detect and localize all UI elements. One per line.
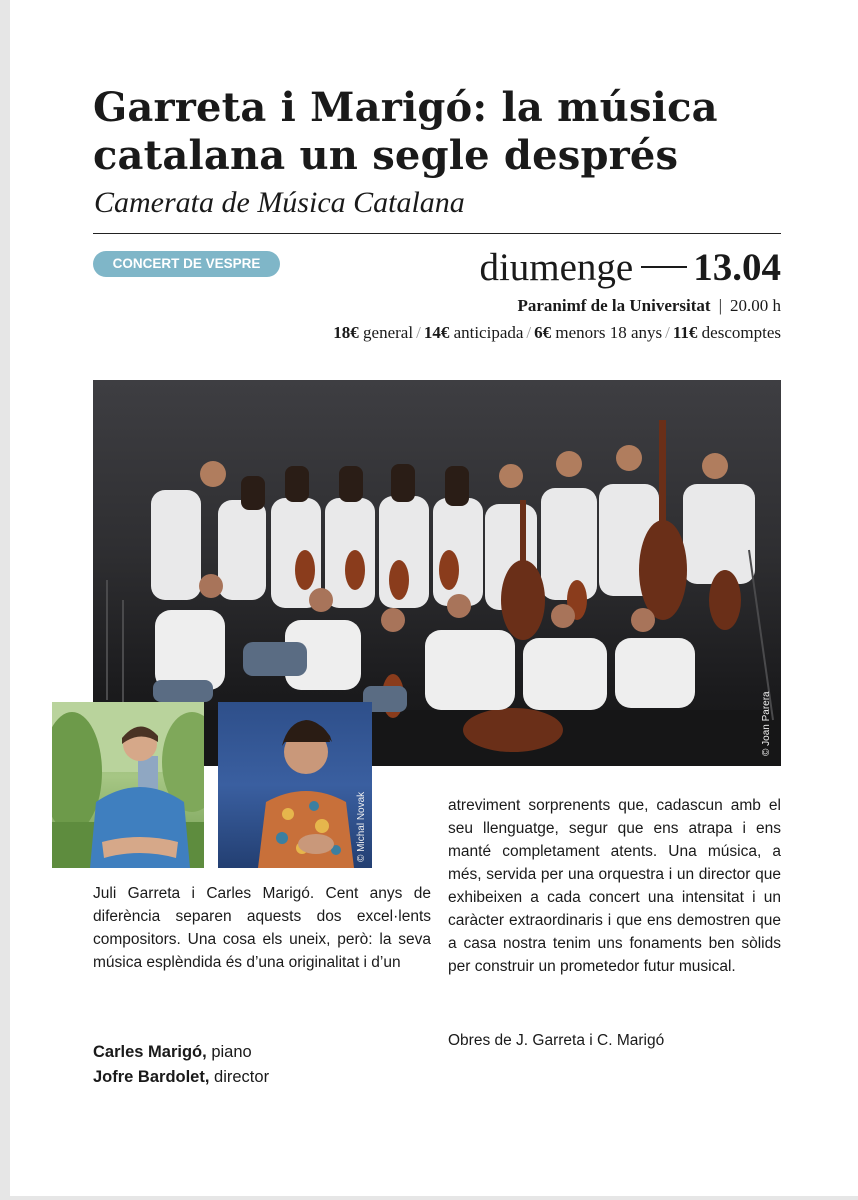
price-separator: / [665, 323, 670, 342]
portrait-illustration [218, 702, 372, 868]
price-amount: 18€ [333, 323, 359, 342]
portrait-marigo [218, 702, 372, 868]
price-label: general [363, 323, 414, 342]
performer-role: piano [211, 1043, 252, 1061]
works-note: Obres de J. Garreta i C. Marigó [448, 1032, 665, 1049]
date-dash [641, 266, 687, 268]
price-line [333, 323, 781, 343]
performer-line [93, 1040, 269, 1065]
performer-role: director [214, 1068, 270, 1086]
venue-name: Paranimf de la Universitat [517, 296, 711, 315]
ensemble-subtitle: Camerata de Música Catalana [94, 186, 465, 219]
brochure-page [10, 0, 858, 1196]
portrait-illustration [52, 702, 204, 868]
performer-line [93, 1065, 269, 1090]
price-amount: 11€ [672, 323, 698, 342]
body-text-column-2: atreviment sorprenents que, cadascun amb el seu llenguatge, segur que ens atrapa i ens manté completament atents. Una música, a més, servida per una orquestra i un director que exhibeixen a cada concert una intensitat i un caràcter extraordinaris i que ens demostren que a casa nostra tenim uns fonaments ben sòlids per construir un prometedor futur musical. [448, 797, 781, 975]
price-label: menors 18 anys [555, 323, 663, 342]
price-separator: / [416, 323, 421, 342]
venue-line [517, 296, 781, 316]
photo-credit: © Joan Parera [761, 691, 772, 756]
event-date [479, 244, 781, 292]
event-day: diumenge [479, 246, 634, 289]
portrait-garreta [52, 702, 204, 868]
price-label: descomptes [701, 323, 781, 342]
event-date-number: 13.04 [693, 246, 781, 289]
price-amount: 6€ [534, 323, 552, 342]
event-time: 20.00 h [730, 296, 781, 315]
performers-list [93, 1040, 269, 1090]
category-badge: CONCERT DE VESPRE [93, 251, 280, 277]
venue-separator: | [718, 296, 722, 315]
performer-name: Carles Marigó, [93, 1043, 207, 1061]
price-separator: / [526, 323, 532, 342]
divider [93, 233, 781, 234]
portrait-credit: © Michal Novak [356, 791, 367, 862]
performer-name: Jofre Bardolet, [93, 1068, 210, 1086]
price-label: anticipada [453, 323, 524, 342]
price-amount: 14€ [423, 323, 450, 342]
page-title: Garreta i Marigó: la música catalana un segle després [93, 84, 718, 179]
body-text-column-1: Juli Garreta i Carles Marigó. Cent anys de diferència separen aquests dos excel·lents compositors. Una cosa els uneix, però: la seva música esplèndida és d’una originalitat i d’un [93, 885, 431, 971]
